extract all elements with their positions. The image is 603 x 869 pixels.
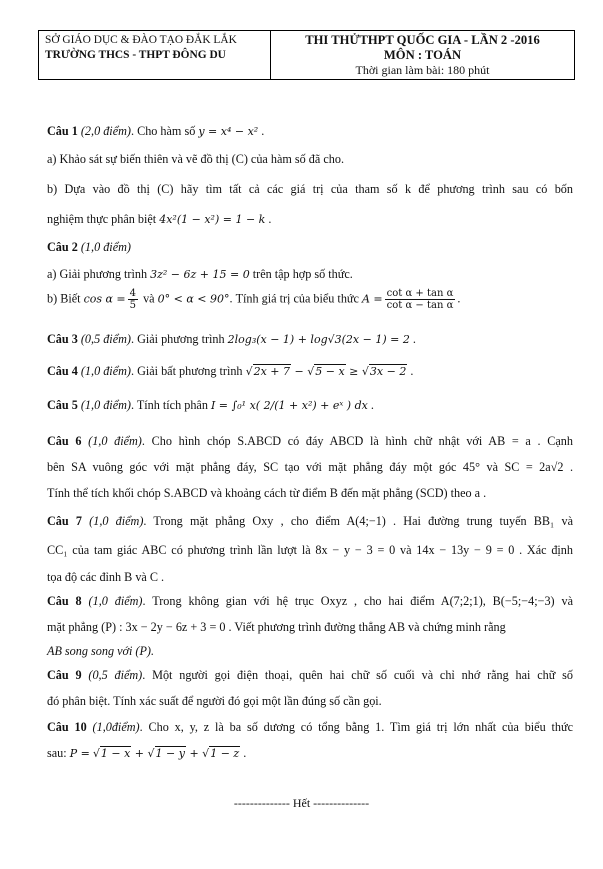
exam-info-box <box>271 31 574 79</box>
q6-line3: Tính thể tích khối chóp S.ABCD và khoảng cách từ điểm B đến mặt phẳng (SCD) theo a . <box>47 486 487 500</box>
q6-label: Câu 6 <box>47 434 82 448</box>
q2-b-A: A = <box>361 292 383 306</box>
q4-radicand-3: 3x − 2 <box>369 365 407 378</box>
q7-line2: CC₁ của tam giác ABC có phương trình lần lượt là 8x − y − 3 = 0 và 14x − 13y − 9 = 0 . Xác định <box>47 543 573 557</box>
school-name: TRƯỜNG THCS - THPT ĐÔNG DU <box>45 49 226 61</box>
q10-l2-text: sau: <box>47 746 67 760</box>
q4-radicand-1: 2x + 7 <box>253 365 291 378</box>
q10-label: Câu 10 <box>47 720 87 734</box>
q5-text: . Tính tích phân <box>130 398 208 412</box>
end-marker: -------------- Hết -------------- <box>233 796 370 810</box>
q1-function: y = x⁴ − x² <box>198 125 259 138</box>
q2-b-range: 0° < α < 90° <box>157 292 230 306</box>
q2-b-num: 4 <box>129 288 137 299</box>
q2-part-a <box>47 267 353 282</box>
q1-part-b-line1: b) Dựa vào đồ thị (C) hãy tìm tất cả các giá trị của tham số k để phương trình sau có bốn <box>47 182 573 196</box>
q7-points: (1,0 điểm) <box>89 514 144 528</box>
q4-radicand-2: 5 − x <box>315 365 345 378</box>
q2-b-cos: cos α = <box>83 292 126 306</box>
q9-points: (0,5 điểm) <box>88 668 143 682</box>
q2-part-b: b) Biết cos α = $\frac{4}{5}$ và 0° < α < 90°. Tính giá trị của biểu thức A = $\frac{\text{cot α + tan α}}{\text{cot α − tan α}}$ . <box>47 288 461 311</box>
q2-b-expression <box>385 288 456 311</box>
q2-b-mid: . Tính giá trị của biểu thức <box>229 291 359 306</box>
q10-radicand-3: 1 − z <box>210 747 240 760</box>
q2-a-text: a) Giải phương trình <box>47 267 148 281</box>
q1-line1: Câu 1 (2,0 điểm). Cho hàm số y = x⁴ − x² . <box>47 124 265 138</box>
q9-line2: đó phân biệt. Tính xác suất để người đó gọi một lần đúng số cần gọi. <box>47 694 382 708</box>
q3-label: Câu 3 <box>47 332 78 346</box>
q2-a-tail: trên tập hợp số thức. <box>252 267 353 281</box>
q8-label: Câu 8 <box>47 594 82 608</box>
q5-label: Câu 5 <box>47 398 78 412</box>
q7-line1 <box>47 514 573 529</box>
q2-b-text: b) Biết <box>47 291 81 306</box>
q7-line3: tọa độ các đỉnh B và C . <box>47 570 165 584</box>
exam-subject: MÔN : TOÁN <box>383 48 462 62</box>
q3-equation: 2log₃(x − 1) + log√3(2x − 1) = 2 <box>227 333 410 346</box>
q2-line1 <box>47 240 131 255</box>
q1-points: (2,0 điểm) <box>80 124 131 138</box>
q10-points: (1,0điểm) <box>92 720 140 734</box>
q4-text: . Giải bất phương trình <box>130 364 243 378</box>
q2-b-fraction <box>128 288 138 311</box>
q1-b-text: nghiệm thực phân biệt <box>47 212 157 226</box>
q1-part-a: a) Khảo sát sự biến thiên và vẽ đồ thị (C) của hàm số đã cho. <box>47 152 344 166</box>
q2-points: (1,0 điểm) <box>80 240 131 254</box>
q8-line2: mặt phẳng (P) : 3x − 2y − 6z + 3 = 0 . Viết phương trình đường thẳng AB và chứng minh rằng <box>47 620 506 634</box>
q10-text-1: . Cho x, y, z là ba số dương có tổng bằng 1. Tìm giá trị lớn nhất của biểu thức <box>139 720 574 734</box>
department-name: SỞ GIÁO DỤC & ĐÀO TẠO ĐẮK LẮK <box>45 34 237 46</box>
q10-radicand-2: 1 − y <box>155 747 185 760</box>
q2-b-expr-den: cot α − tan α <box>386 300 454 311</box>
q6-line2: bên SA vuông góc với mặt phẳng đáy, SC tạo với mặt phẳng đáy một góc 45° và SC = 2a√2 . <box>47 460 573 474</box>
q3-text: . Giải phương trình <box>130 332 225 346</box>
q1-part-b-line2: nghiệm thực phân biệt 4x²(1 − x²) = 1 − k . <box>47 212 272 226</box>
exam-title: THI THỬTHPT QUỐC GIA - LẦN 2 -2016 <box>305 33 540 47</box>
q6-points: (1,0 điểm) <box>88 434 142 448</box>
q10-P: P = <box>69 747 90 760</box>
q5-points: (1,0 điểm) <box>80 398 131 412</box>
exam-header <box>38 30 575 80</box>
q3-points: (0,5 điểm) <box>80 332 131 346</box>
q5-line: Câu 5 (1,0 điểm). Tính tích phân I = ∫₀¹ x( 2/(1 + x²) + eˣ ) dx . <box>47 398 374 412</box>
q8-line3: AB song song với (P). <box>47 644 155 658</box>
q7-label: Câu 7 <box>47 514 82 528</box>
school-box <box>39 31 271 79</box>
q9-line1 <box>47 668 573 683</box>
q8-points: (1,0 điểm) <box>88 594 143 608</box>
q10-line2: sau: P = √1 − x + √1 − y + √1 − z . <box>47 746 247 760</box>
q1-b-equation: 4x²(1 − x²) = 1 − k <box>159 213 266 226</box>
exam-time: Thời gian làm bài: 180 phút <box>355 63 490 77</box>
q7-text-1: . Trong mặt phẳng Oxy , cho điểm A(4;−1) . Hai đường trung tuyến BB₁ và <box>143 514 573 528</box>
q2-label: Câu 2 <box>47 240 78 254</box>
q9-label: Câu 9 <box>47 668 82 682</box>
q9-text-1: . Một người gọi điện thoại, quên hai chữ số cuối và chỉ nhớ rằng hai chữ số <box>142 668 573 682</box>
q10-radicand-1: 1 − x <box>100 747 131 760</box>
q10-line1 <box>47 720 573 735</box>
q4-label: Câu 4 <box>47 364 78 378</box>
q4-line: Câu 4 (1,0 điểm). Giải bất phương trình √2x + 7 − √5 − x ≥ √3x − 2 . <box>47 364 414 378</box>
q2-b-den: 5 <box>129 300 137 311</box>
q6-text-1: . Cho hình chóp S.ABCD có đáy ABCD là hình chữ nhật với AB = a . Cạnh <box>141 434 573 448</box>
q1-label: Câu 1 <box>47 124 78 138</box>
q8-text-1: . Trong không gian với hệ trục Oxyz , cho hai điểm A(7;2;1), B(−5;−4;−3) và <box>142 594 573 608</box>
q1-intro: . Cho hàm số <box>130 124 196 138</box>
q2-b-expr-num: cot α + tan α <box>386 288 454 299</box>
q4-points: (1,0 điểm) <box>80 364 131 378</box>
q2-b-and: và <box>143 291 155 306</box>
q6-line1 <box>47 434 573 449</box>
q2-a-equation: 3z² − 6z + 15 = 0 <box>150 268 250 281</box>
q8-line1 <box>47 594 573 609</box>
q3-line: Câu 3 (0,5 điểm). Giải phương trình 2log₃(x − 1) + log√3(2x − 1) = 2 . <box>47 332 416 346</box>
q5-integral: I = ∫₀¹ x( 2/(1 + x²) + eˣ ) dx <box>210 399 368 412</box>
